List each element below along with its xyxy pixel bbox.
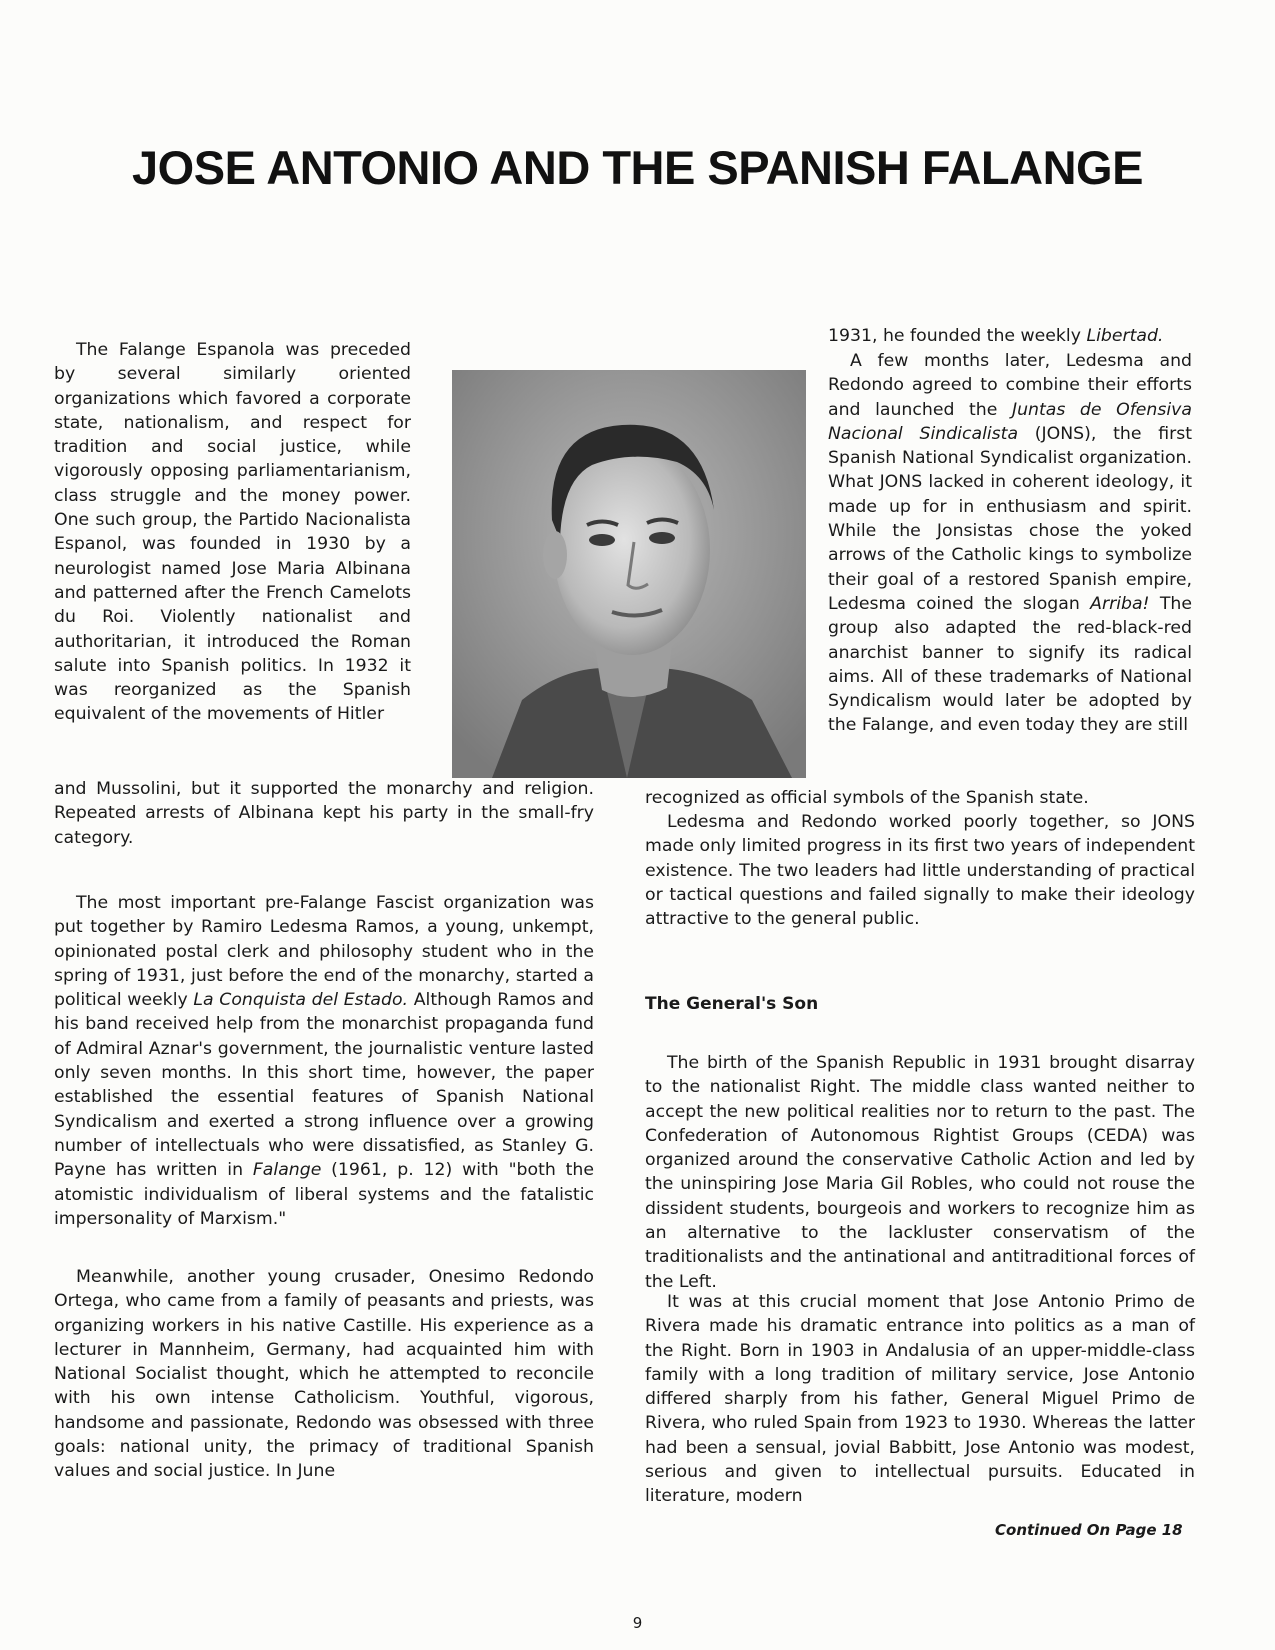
right-paragraph-3: Ledesma and Redondo worked poorly together, so JONS made only limited progress in its first two years of independent existence. The two leaders had little understanding of practical or tactical questions and failed signally to make their ideology attractive to the general public. — [645, 812, 1195, 930]
left-paragraph-1-bottom: and Mussolini, but it supported the monarchy and religion. Repeated arrests of Albinana kept his party in the small-fry category. — [54, 779, 594, 848]
right-paragraph-2-part-c: The group also adapted the red-black-red anarchist banner to signify its radical aims. All of these trademarks of National Syndicalism would later be adopted by the Falange, and even today they are still — [828, 593, 1192, 736]
jons-full-name: Juntas de Ofensiva Nacional Sindicalista — [828, 399, 1192, 444]
left-paragraph-3: Meanwhile, another young crusader, Onesimo Redondo Ortega, who came from a family of peasants and priests, was organizing workers in his native Castille. His experience as a lecturer in Mannheim, Germany, had acquainted him with National Socialist thought, which he attempted to reconcile with his own intense Catholicism. Youthful, vigorous, handsome and passionate, Redondo was obsessed with three goals: national unity, the primacy of traditional Spanish values and social justice. In June — [54, 1267, 594, 1482]
right-paragraph-2-bottom: recognized as official symbols of the Spanish state. — [645, 788, 1089, 808]
left-paragraph-2-part-a: The most important pre-Falange Fascist organization was put together by Ramiro Ledesma Ramos, a young, unkempt, opinionated postal clerk and philosophy student who in the spring of 1931, just before the end of the monarchy, started a political weekly — [54, 893, 594, 1011]
left-paragraph-2 — [54, 891, 594, 1231]
right-paragraph-4: The birth of the Spanish Republic in 1931 brought disarray to the nationalist Right. The middle class wanted neither to accept the new political realities nor to return to the past. The Confederation of Autonomous Rightist Groups (CEDA) was organized around the conservative Catholic Action and led by the uninspiring Jose Maria Gil Robles, who could not rouse the dissident students, bourgeois and workers to recognize him as an alternative to the lackluster conservatism of the traditionalists and the antinational and antitraditional forces of the Left. — [645, 1053, 1195, 1292]
right-paragraph-2 — [828, 349, 1192, 738]
right-paragraph-2-part-b: (JONS), the first Spanish National Syndicalist organization. What JONS lacked in coherent ideology, it made up for in enthusiasm and spirit. While the Jonsistas chose the yoked arrows of the Catholic kings to symbolize their goal of a restored Spanish empire, Ledesma coined the slogan — [828, 423, 1192, 614]
right-paragraph-1 — [828, 324, 1192, 348]
left-paragraph-2-part-c: (1961, p. 12) with "both the atomistic individualism of liberal systems and the fatalistic impersonality of Marxism." — [54, 1160, 594, 1229]
slogan-arriba: Arriba! — [1090, 593, 1150, 614]
right-paragraph-1-text: 1931, he founded the weekly — [828, 326, 1087, 346]
newspaper-title-libertad: Libertad. — [1086, 326, 1164, 346]
left-paragraph-1-top: The Falange Espanola was preceded by several similarly oriented organizations which favored a corporate state, nationalism, and respect for tradition and social justice, while vigorously opposing parliamentarianism, class struggle and the money power. One such group, the Partido Nacionalista Espanol, was founded in 1930 by a neurologist named Jose Maria Albinana and patterned after the French Camelots du Roi. Violently nationalist and authoritarian, it introduced the Roman salute into Spanish politics. In 1932 it was reorganized as the Spanish equivalent of the movements of Hitler — [54, 340, 411, 725]
left-paragraph-2-part-b: Although Ramos and his band received help from the monarchist propaganda fund of Admiral Aznar's government, the journalistic venture lasted only seven months. In this short time, however, the paper established the essential features of Spanish National Syndicalism and exerted a strong influence over a growing number of intellectuals who were dissatisfied, as Stanley G. Payne has written in — [54, 990, 594, 1181]
continued-note: Continued On Page 18 — [995, 1521, 1183, 1539]
right-paragraph-5: It was at this crucial moment that Jose Antonio Primo de Rivera made his dramatic entrance into politics as a man of the Right. Born in 1903 in Andalusia of an upper-middle-class family with a long tradition of military service, Jose Antonio differed sharply from his father, General Miguel Primo de Rivera, who ruled Spain from 1923 to 1930. Whereas the latter had been a sensual, jovial Babbitt, Jose Antonio was modest, serious and given to intellectual pursuits. Educated in literature, modern — [645, 1292, 1195, 1507]
book-title-falange: Falange — [252, 1160, 322, 1181]
right-paragraph-2-part-a: A few months later, Ledesma and Redondo agreed to combine their efforts and launched the — [828, 351, 1192, 420]
portrait-photo — [452, 370, 806, 778]
newspaper-title-la-conquista: La Conquista del Estado. — [193, 990, 409, 1011]
page-number: 9 — [632, 1614, 643, 1632]
portrait-image — [452, 370, 806, 778]
article-title: JOSE ANTONIO AND THE SPANISH FALANGE — [132, 141, 1143, 194]
section-heading: The General's Son — [645, 994, 819, 1014]
